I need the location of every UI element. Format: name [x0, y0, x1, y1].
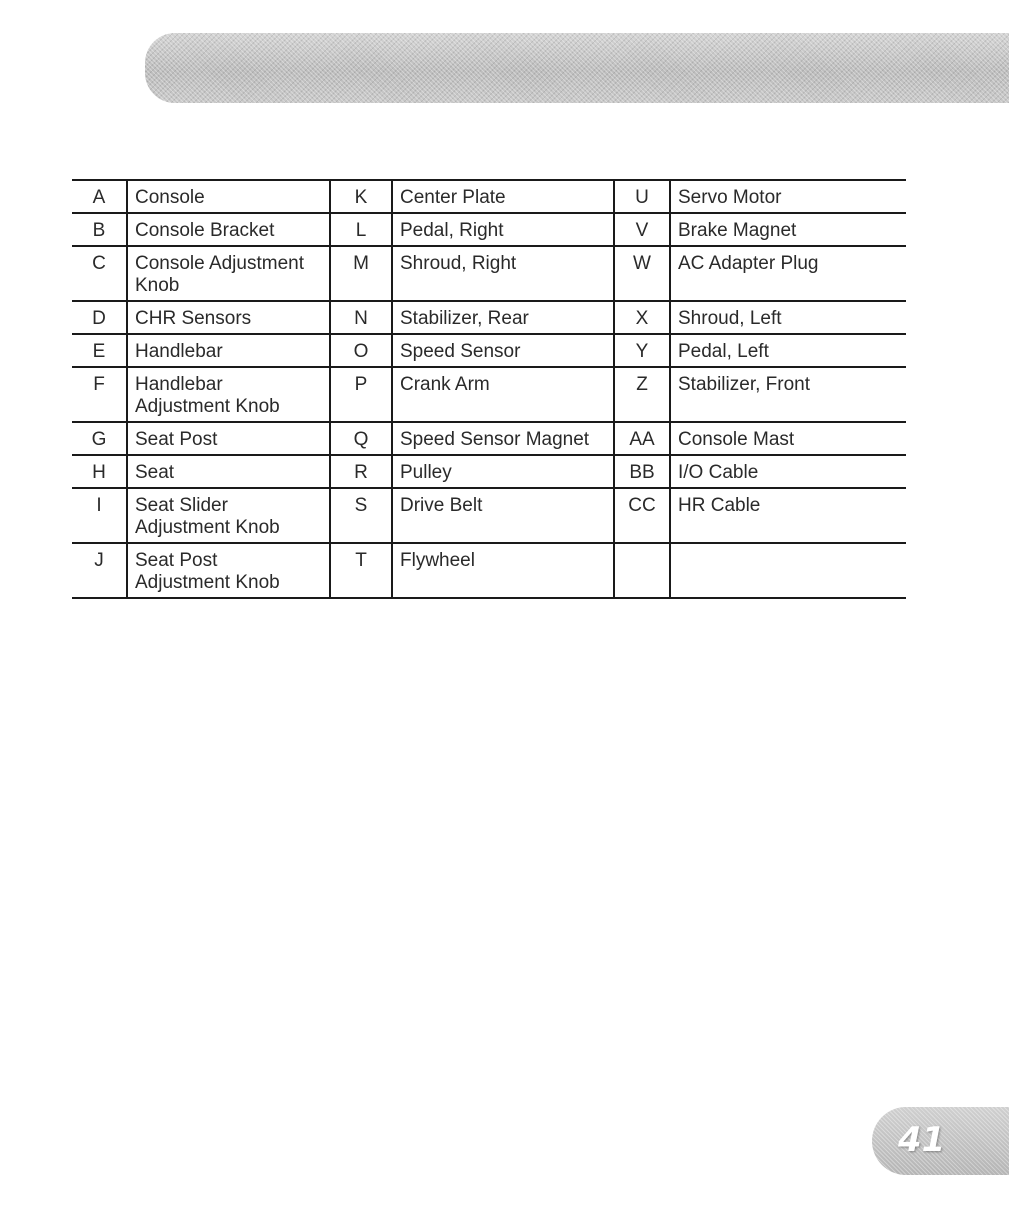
part-letter: G — [72, 422, 127, 455]
part-name: Stabilizer, Front — [670, 367, 906, 422]
part-name: Console Adjustment Knob — [127, 246, 330, 301]
part-letter: E — [72, 334, 127, 367]
part-name: Servo Motor — [670, 180, 906, 213]
part-letter: C — [72, 246, 127, 301]
part-name: Seat Post Adjustment Knob — [127, 543, 330, 598]
part-letter: U — [614, 180, 670, 213]
table-row — [72, 455, 906, 488]
part-name: Brake Magnet — [670, 213, 906, 246]
part-letter: B — [72, 213, 127, 246]
part-letter: CC — [614, 488, 670, 543]
part-name: Pedal, Right — [392, 213, 614, 246]
table-row — [72, 246, 906, 301]
part-name: CHR Sensors — [127, 301, 330, 334]
table-row — [72, 543, 906, 598]
part-name: Stabilizer, Rear — [392, 301, 614, 334]
part-name: Console Mast — [670, 422, 906, 455]
part-letter: Q — [330, 422, 392, 455]
part-name: I/O Cable — [670, 455, 906, 488]
part-name: Pedal, Left — [670, 334, 906, 367]
parts-list-body — [72, 180, 906, 598]
part-letter: R — [330, 455, 392, 488]
part-name: Drive Belt — [392, 488, 614, 543]
part-name: Seat — [127, 455, 330, 488]
part-letter: X — [614, 301, 670, 334]
table-row — [72, 334, 906, 367]
table-row — [72, 180, 906, 213]
part-letter: T — [330, 543, 392, 598]
part-letter: V — [614, 213, 670, 246]
part-letter: J — [72, 543, 127, 598]
part-name: Handlebar — [127, 334, 330, 367]
part-letter: K — [330, 180, 392, 213]
part-name: Crank Arm — [392, 367, 614, 422]
part-name: Handlebar Adjustment Knob — [127, 367, 330, 422]
parts-list-table — [72, 179, 906, 599]
table-row — [72, 488, 906, 543]
table-row — [72, 213, 906, 246]
part-name: Shroud, Left — [670, 301, 906, 334]
part-name: Center Plate — [392, 180, 614, 213]
table-row — [72, 301, 906, 334]
part-letter: F — [72, 367, 127, 422]
part-letter — [614, 543, 670, 598]
part-letter: N — [330, 301, 392, 334]
part-letter: Z — [614, 367, 670, 422]
part-letter: Y — [614, 334, 670, 367]
part-letter: S — [330, 488, 392, 543]
part-letter: W — [614, 246, 670, 301]
table-row — [72, 422, 906, 455]
part-name: Speed Sensor Magnet — [392, 422, 614, 455]
part-name — [670, 543, 906, 598]
part-letter: O — [330, 334, 392, 367]
part-name: Flywheel — [392, 543, 614, 598]
part-name: AC Adapter Plug — [670, 246, 906, 301]
part-letter: BB — [614, 455, 670, 488]
part-name: Speed Sensor — [392, 334, 614, 367]
part-name: HR Cable — [670, 488, 906, 543]
part-letter: H — [72, 455, 127, 488]
part-name: Seat Post — [127, 422, 330, 455]
part-name: Console Bracket — [127, 213, 330, 246]
part-letter: A — [72, 180, 127, 213]
part-letter: L — [330, 213, 392, 246]
page-number: 41 — [898, 1120, 946, 1160]
part-letter: AA — [614, 422, 670, 455]
part-name: Pulley — [392, 455, 614, 488]
part-letter: M — [330, 246, 392, 301]
part-letter: D — [72, 301, 127, 334]
part-name: Seat Slider Adjustment Knob — [127, 488, 330, 543]
part-letter: I — [72, 488, 127, 543]
part-letter: P — [330, 367, 392, 422]
part-name: Console — [127, 180, 330, 213]
header-banner — [145, 33, 1009, 103]
table-row — [72, 367, 906, 422]
part-name: Shroud, Right — [392, 246, 614, 301]
